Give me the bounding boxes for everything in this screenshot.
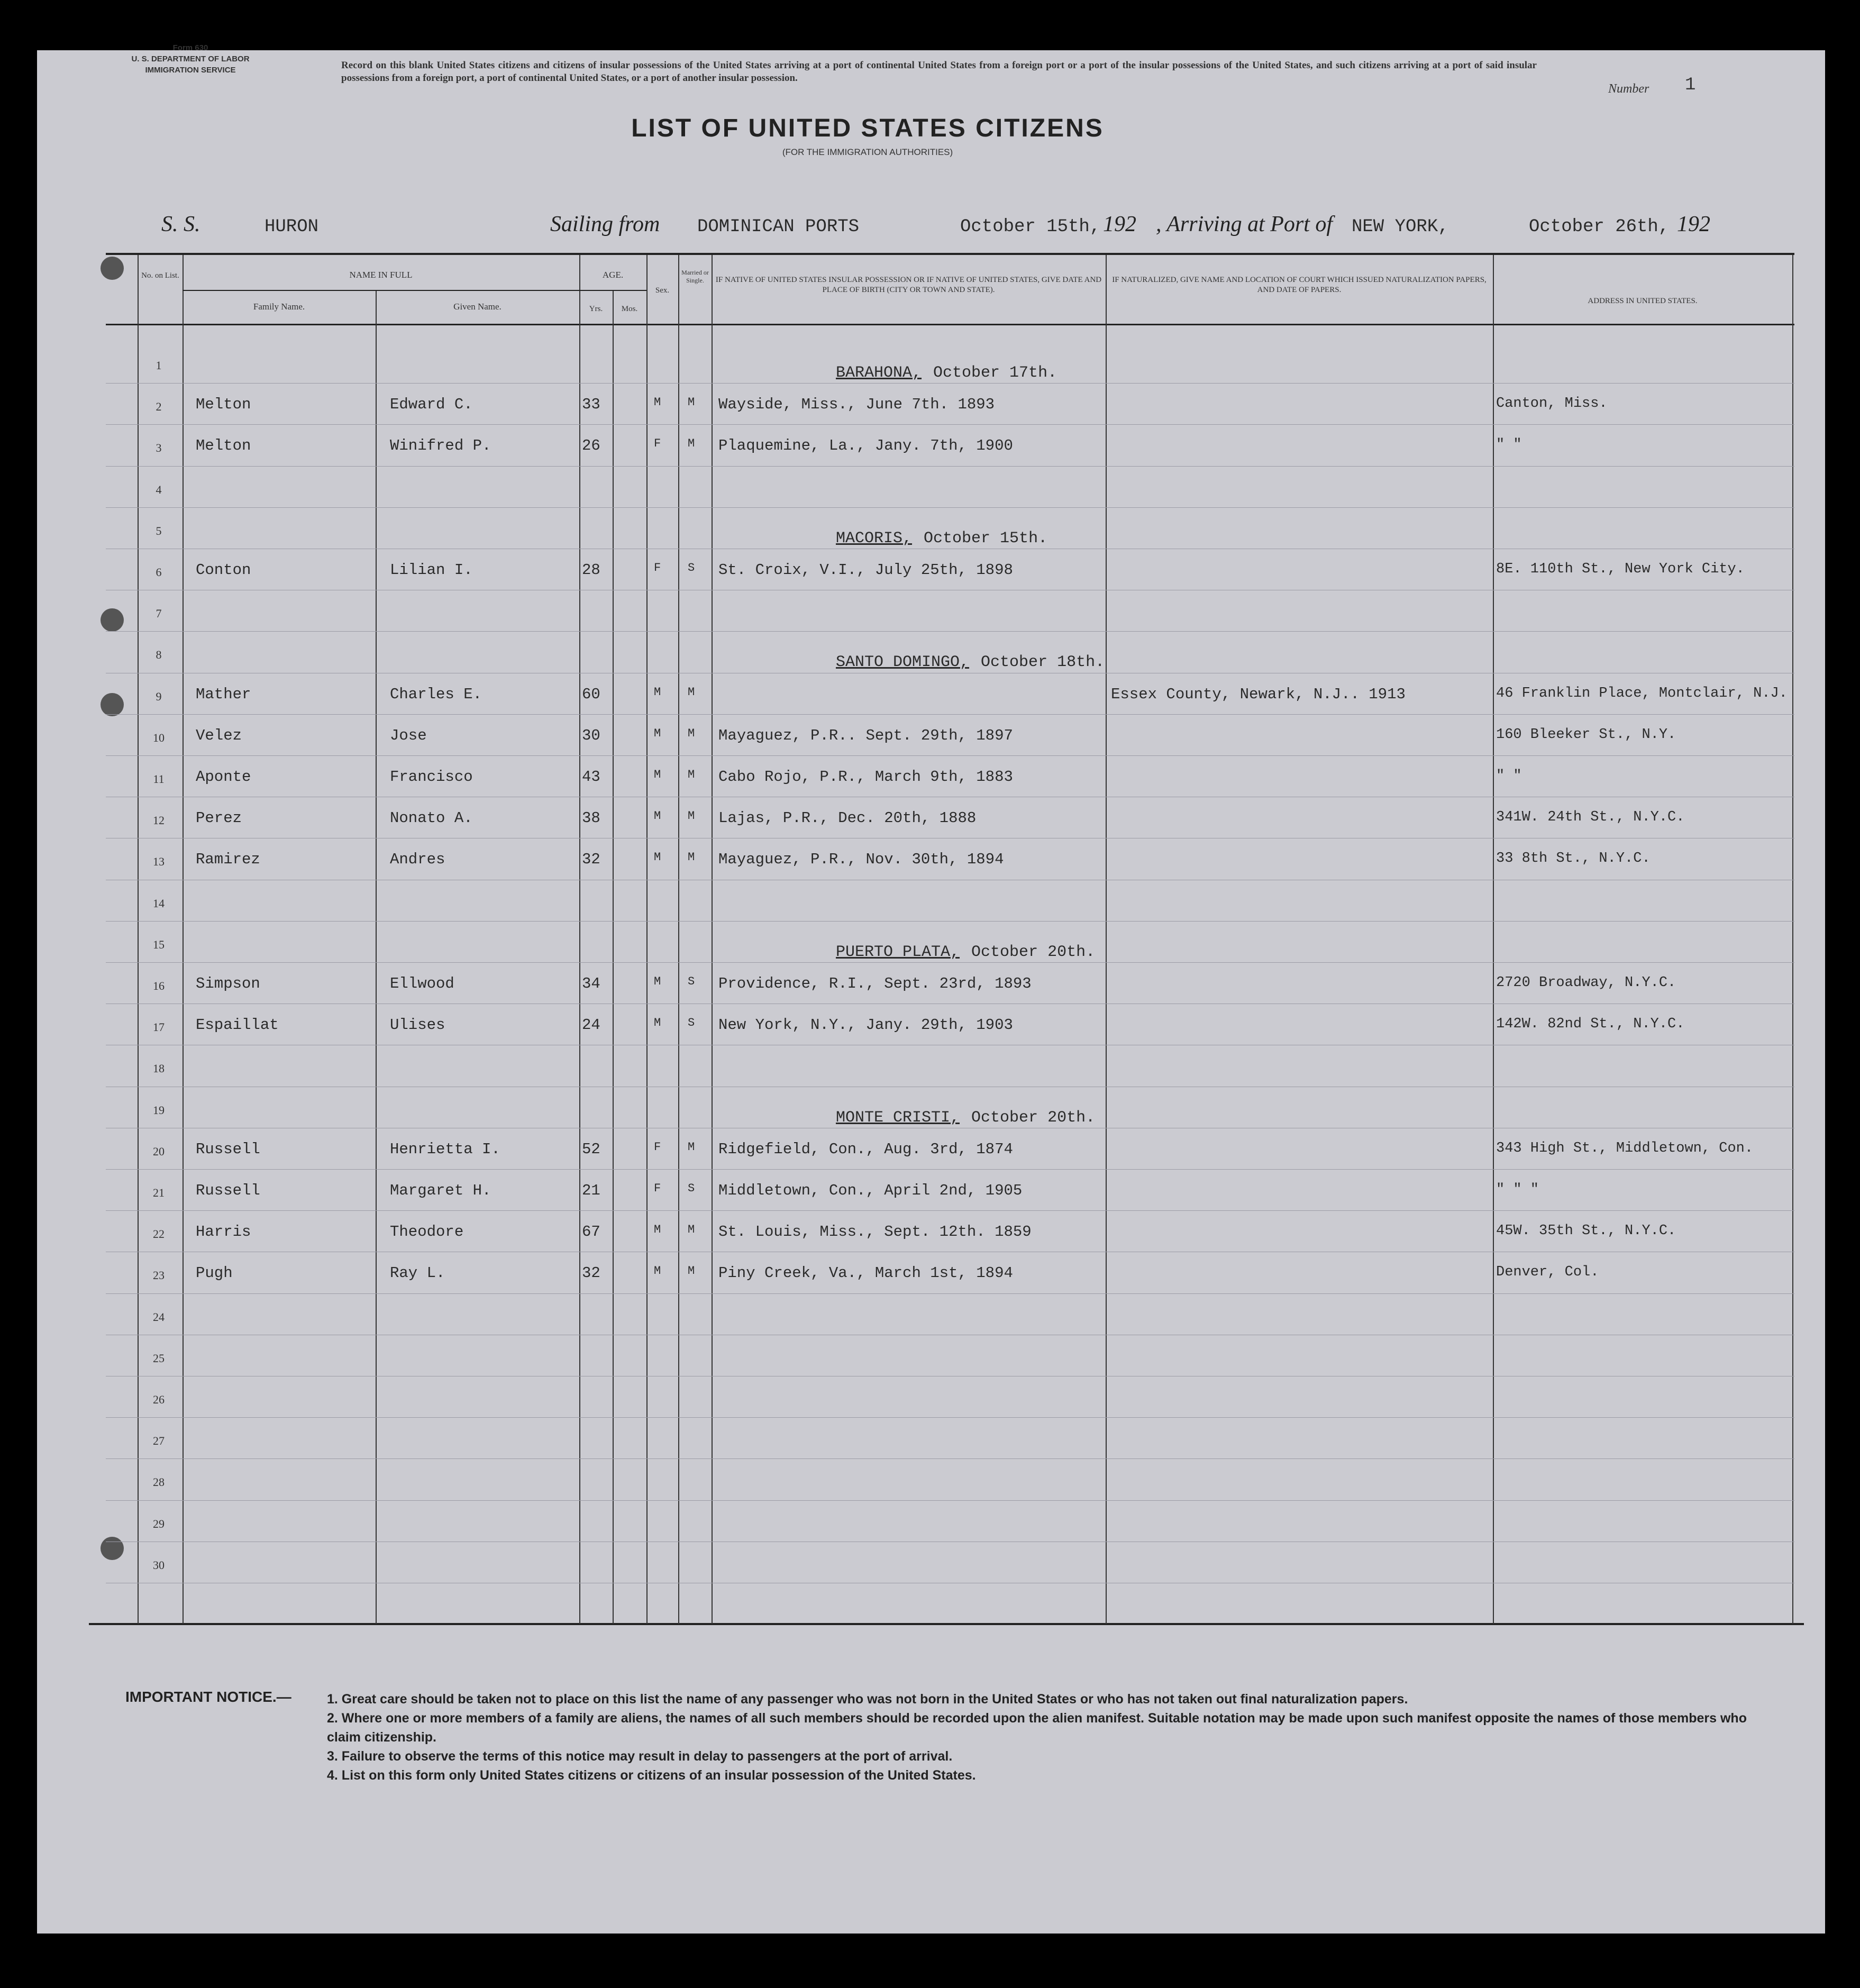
marital-cell: M: [688, 437, 695, 451]
row-rule: [106, 921, 1794, 922]
sex-cell: M: [654, 851, 661, 864]
port-heading: [836, 1109, 1095, 1127]
row-rule: [106, 1210, 1794, 1211]
row-number: 23: [153, 1269, 165, 1282]
age-cell: 34: [582, 975, 600, 992]
sex-cell: M: [654, 1223, 661, 1237]
row-number: 26: [153, 1393, 165, 1406]
row-number: 16: [153, 979, 165, 992]
col-header-birth: IF NATIVE OF UNITED STATES INSULAR POSSESSION OR IF NATIVE OF UNITED STATES, GIVE DATE AND PLACE OF BIRTH (CITY OR TOWN AND STATE).: [715, 276, 1102, 294]
row-number: 11: [153, 772, 165, 786]
birthplace-cell: Middletown, Con., April 2nd, 1905: [718, 1182, 1023, 1199]
notice-item: 3. Failure to observe the terms of this notice may result in delay to passengers at the port of arrival.: [327, 1749, 953, 1764]
row-rule: [106, 1500, 1794, 1501]
marital-cell: S: [688, 561, 695, 574]
family-name-cell: Melton: [196, 396, 251, 414]
family-name-cell: Ramirez: [196, 851, 260, 869]
row-number: 19: [153, 1103, 165, 1117]
notice-item: 2. Where one or more members of a family are aliens, the names of all such members should be recorded upon the alien manifest. Suitable notation may be made upon such manifest opposite the names of those members who claim citizenship.: [327, 1711, 1747, 1745]
given-name-cell: Charles E.: [390, 685, 482, 703]
sailing-from: DOMINICAN PORTS: [697, 217, 860, 237]
age-cell: 52: [582, 1140, 600, 1158]
family-name-cell: Russell: [196, 1182, 260, 1199]
age-cell: 60: [582, 685, 600, 703]
col-line: [613, 290, 614, 1624]
punch-hole: [101, 608, 124, 632]
family-name-cell: Espaillat: [196, 1016, 279, 1034]
age-cell: 43: [582, 768, 600, 786]
port-heading: [836, 530, 1047, 548]
ss-label: S. S.: [161, 212, 200, 236]
col-line: [376, 290, 377, 1624]
row-number: 29: [153, 1517, 165, 1530]
age-cell: 30: [582, 726, 600, 744]
age-cell: 26: [582, 437, 600, 455]
row-number: 21: [153, 1186, 165, 1199]
row-number: 18: [153, 1062, 165, 1075]
table-top-rule: [106, 253, 1794, 255]
port-name: SANTO DOMINGO,: [836, 653, 970, 672]
row-number: 30: [153, 1558, 165, 1572]
port-date: October 20th.: [971, 943, 1096, 961]
name-age-subrule: [183, 290, 646, 291]
row-number: 5: [156, 524, 162, 537]
col-header-address: ADDRESS IN UNITED STATES.: [1588, 297, 1698, 305]
sex-cell: M: [654, 726, 661, 740]
given-name-cell: Theodore: [390, 1223, 464, 1241]
port-date: October 15th.: [924, 529, 1048, 548]
arriving-label: , Arriving at Port of: [1156, 212, 1333, 236]
row-rule: [106, 631, 1794, 632]
row-number: 28: [153, 1475, 165, 1489]
family-name-cell: Perez: [196, 809, 242, 827]
birthplace-cell: St. Louis, Miss., Sept. 12th. 1859: [718, 1223, 1032, 1241]
row-rule: [106, 962, 1794, 963]
address-cell: 8E. 110th St., New York City.: [1496, 561, 1745, 577]
form-service: IMMIGRATION SERVICE: [145, 66, 236, 75]
sailing-year: 192: [1103, 212, 1136, 236]
col-header-naturalized: IF NATURALIZED, GIVE NAME AND LOCATION OF COURT WHICH ISSUED NATURALIZATION PAPERS, AND DATE OF PAPERS.: [1112, 276, 1487, 294]
sex-cell: F: [654, 437, 661, 451]
given-name-cell: Ray L.: [390, 1264, 445, 1282]
family-name-cell: Harris: [196, 1223, 251, 1241]
address-cell: " ": [1496, 437, 1522, 453]
birthplace-cell: Cabo Rojo, P.R., March 9th, 1883: [718, 768, 1013, 786]
row-rule: [106, 466, 1794, 467]
row-number: 17: [153, 1020, 165, 1034]
row-number: 9: [156, 689, 162, 703]
birthplace-cell: Ridgefield, Con., Aug. 3rd, 1874: [718, 1140, 1013, 1158]
sex-cell: M: [654, 685, 661, 699]
row-number: 24: [153, 1310, 165, 1324]
punch-hole: [101, 693, 124, 716]
family-name-cell: Melton: [196, 437, 251, 455]
address-cell: 142W. 82nd St., N.Y.C.: [1496, 1016, 1685, 1033]
birthplace-cell: Plaquemine, La., Jany. 7th, 1900: [718, 437, 1013, 455]
port-heading: [836, 364, 1057, 382]
row-number: 13: [153, 855, 165, 869]
arrival-date: October 26th,: [1529, 217, 1670, 237]
sailing-date: October 15th,: [960, 217, 1101, 237]
sex-cell: M: [654, 1264, 661, 1278]
family-name-cell: Conton: [196, 561, 251, 579]
given-name-cell: Henrietta I.: [390, 1140, 500, 1158]
given-name-cell: Winifred P.: [390, 437, 491, 455]
family-name-cell: Russell: [196, 1140, 260, 1158]
row-number: 15: [153, 937, 165, 951]
age-cell: 28: [582, 561, 600, 579]
row-rule: [106, 507, 1794, 508]
family-name-cell: Simpson: [196, 975, 260, 992]
row-rule: [106, 1417, 1794, 1418]
birthplace-cell: Providence, R.I., Sept. 23rd, 1893: [718, 975, 1032, 992]
naturalization-cell: Essex County, Newark, N.J.. 1913: [1111, 685, 1406, 703]
row-rule: [106, 714, 1794, 715]
sex-cell: M: [654, 809, 661, 823]
row-number: 27: [153, 1434, 165, 1448]
address-cell: 33 8th St., N.Y.C.: [1496, 851, 1651, 867]
given-name-cell: Nonato A.: [390, 809, 473, 827]
address-cell: Canton, Miss.: [1496, 396, 1608, 412]
address-cell: 45W. 35th St., N.Y.C.: [1496, 1223, 1676, 1239]
ship-name: HURON: [265, 217, 319, 237]
col-line: [678, 255, 679, 1624]
sex-cell: M: [654, 768, 661, 781]
family-name-cell: Mather: [196, 685, 251, 703]
row-number: 22: [153, 1227, 165, 1241]
given-name-cell: Ellwood: [390, 975, 454, 992]
given-name-cell: Margaret H.: [390, 1182, 491, 1199]
marital-cell: M: [688, 685, 695, 699]
form-info: [79, 42, 302, 76]
marital-cell: M: [688, 1264, 695, 1278]
marital-cell: S: [688, 975, 695, 988]
given-name-cell: Ulises: [390, 1016, 445, 1034]
address-cell: Denver, Col.: [1496, 1264, 1599, 1281]
number-label: Number: [1608, 82, 1649, 96]
punch-hole: [101, 1537, 124, 1560]
sex-cell: M: [654, 975, 661, 988]
sailing-label: Sailing from: [550, 212, 660, 236]
notice-item: 4. List on this form only United States citizens or citizens of an insular possession of the United States.: [327, 1768, 976, 1783]
port-name: MACORIS,: [836, 529, 913, 548]
number-value: 1: [1685, 75, 1696, 95]
port-name: PUERTO PLATA,: [836, 943, 960, 961]
address-cell: 46 Franklin Place, Montclair, N.J.: [1496, 685, 1788, 701]
row-number: 1: [156, 359, 162, 372]
address-cell: 343 High St., Middletown, Con.: [1496, 1140, 1754, 1156]
row-number: 3: [156, 441, 162, 455]
col-line: [579, 255, 580, 1624]
birthplace-cell: Wayside, Miss., June 7th. 1893: [718, 396, 995, 414]
col-header-no: No. on List.: [141, 271, 179, 280]
address-cell: " " ": [1496, 1182, 1539, 1198]
arrival-port: NEW YORK,: [1352, 217, 1449, 237]
col-header-yrs: Yrs.: [589, 305, 603, 313]
row-number: 20: [153, 1144, 165, 1158]
row-number: 8: [156, 648, 162, 662]
marital-cell: M: [688, 768, 695, 781]
col-header-family: Family Name.: [253, 302, 305, 312]
col-line: [1493, 255, 1494, 1624]
row-rule: [106, 755, 1794, 756]
age-cell: 33: [582, 396, 600, 414]
family-name-cell: Pugh: [196, 1264, 233, 1282]
row-number: 7: [156, 607, 162, 621]
sex-cell: F: [654, 1182, 661, 1195]
col-header-married: Married or Single.: [681, 269, 709, 284]
record-instructions: Record on this blank United States citizens and citizens of insular possessions of the United States arriving at a port of continental United States from a foreign port or a port of the insular possessions of the United States, and such citizens arriving at a port of said insular possessions from a foreign port, a port of continental United States, or a port of another insular possession.: [341, 60, 1537, 84]
row-number: 14: [153, 896, 165, 910]
row-rule: [106, 1169, 1794, 1170]
sex-cell: M: [654, 396, 661, 409]
row-rule: [106, 1458, 1794, 1459]
given-name-cell: Francisco: [390, 768, 473, 786]
marital-cell: S: [688, 1016, 695, 1030]
col-line: [183, 255, 184, 1624]
address-cell: 160 Bleeker St., N.Y.: [1496, 726, 1676, 743]
port-heading: [836, 943, 1095, 961]
row-number: 6: [156, 566, 162, 579]
row-number: 12: [153, 814, 165, 827]
marital-cell: M: [688, 1140, 695, 1154]
row-number: 2: [156, 400, 162, 414]
given-name-cell: Jose: [390, 726, 427, 744]
row-number: 10: [153, 731, 165, 744]
marital-cell: M: [688, 396, 695, 409]
notice-heading: IMPORTANT NOTICE.—: [125, 1689, 291, 1705]
port-name: BARAHONA,: [836, 364, 922, 382]
sex-cell: M: [654, 1016, 661, 1030]
arrival-year: 192: [1677, 212, 1710, 236]
row-number: 25: [153, 1351, 165, 1365]
birthplace-cell: Lajas, P.R., Dec. 20th, 1888: [718, 809, 977, 827]
marital-cell: M: [688, 809, 695, 823]
col-header-mos: Mos.: [621, 305, 638, 313]
age-cell: 21: [582, 1182, 600, 1199]
sex-cell: F: [654, 1140, 661, 1154]
given-name-cell: Andres: [390, 851, 445, 869]
address-cell: " ": [1496, 768, 1522, 784]
col-line: [1792, 255, 1793, 1624]
marital-cell: M: [688, 851, 695, 864]
page-subtitle: (FOR THE IMMIGRATION AUTHORITIES): [782, 147, 953, 157]
given-name-cell: Lilian I.: [390, 561, 473, 579]
col-line: [1106, 255, 1107, 1624]
family-name-cell: Velez: [196, 726, 242, 744]
sex-cell: F: [654, 561, 661, 574]
form-department: U. S. DEPARTMENT OF LABOR: [131, 54, 250, 63]
age-cell: 32: [582, 851, 600, 869]
age-cell: 32: [582, 1264, 600, 1282]
row-rule: [106, 383, 1794, 384]
row-rule: [106, 424, 1794, 425]
birthplace-cell: Mayaguez, P.R.. Sept. 29th, 1897: [718, 726, 1013, 744]
marital-cell: M: [688, 1223, 695, 1237]
age-cell: 67: [582, 1223, 600, 1241]
birthplace-cell: New York, N.Y., Jany. 29th, 1903: [718, 1016, 1013, 1034]
marital-cell: S: [688, 1182, 695, 1195]
port-date: October 20th.: [971, 1108, 1096, 1127]
form-number: Form 630: [172, 43, 208, 52]
age-cell: 38: [582, 809, 600, 827]
notice-item: 1. Great care should be taken not to place on this list the name of any passenger who was not born in the United States or who has not taken out final naturalization papers.: [327, 1692, 1408, 1707]
address-cell: 2720 Broadway, N.Y.C.: [1496, 975, 1676, 991]
port-date: October 17th.: [933, 364, 1057, 382]
marital-cell: M: [688, 726, 695, 740]
col-line: [646, 255, 648, 1624]
birthplace-cell: Mayaguez, P.R., Nov. 30th, 1894: [718, 851, 1004, 869]
notice-list: [327, 1690, 1766, 1785]
given-name-cell: Edward C.: [390, 396, 473, 414]
punch-hole: [101, 257, 124, 280]
col-header-age: AGE.: [602, 270, 624, 280]
col-header-given: Given Name.: [453, 302, 502, 312]
port-heading: [836, 653, 1105, 671]
page-title: LIST OF UNITED STATES CITIZENS: [631, 114, 1104, 142]
table-bottom-rule: [89, 1623, 1804, 1625]
row-number: 4: [156, 482, 162, 496]
birthplace-cell: Piny Creek, Va., March 1st, 1894: [718, 1264, 1013, 1282]
header-bottom-rule: [106, 324, 1794, 325]
col-header-name: NAME IN FULL: [349, 270, 413, 280]
family-name-cell: Aponte: [196, 768, 251, 786]
address-cell: 341W. 24th St., N.Y.C.: [1496, 809, 1685, 826]
birthplace-cell: St. Croix, V.I., July 25th, 1898: [718, 561, 1013, 579]
row-rule: [106, 1293, 1794, 1294]
port-name: MONTE CRISTI,: [836, 1108, 960, 1127]
port-date: October 18th.: [981, 653, 1105, 672]
col-header-sex: Sex.: [655, 286, 670, 295]
age-cell: 24: [582, 1016, 600, 1034]
col-line: [712, 255, 713, 1624]
